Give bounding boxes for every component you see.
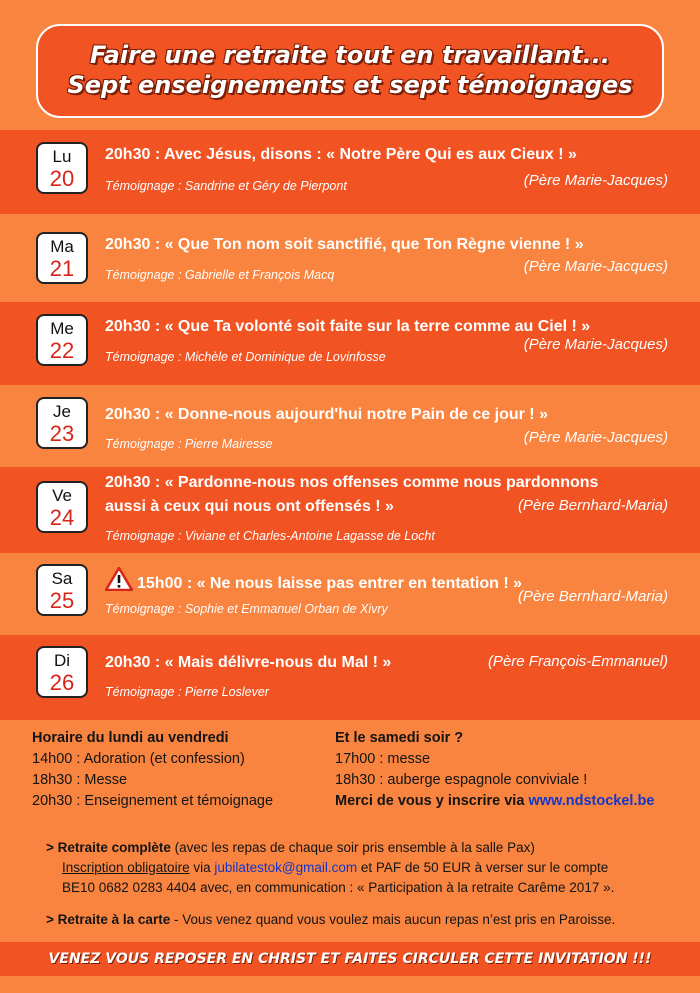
calendar-icon: Je 23 xyxy=(36,397,88,449)
teaching-title: 20h30 : « Pardonne-nous nos offenses comme nous pardonnons xyxy=(105,474,599,491)
calendar-icon: Di 26 xyxy=(36,646,88,698)
testimony: Témoignage : Sandrine et Géry de Pierpont xyxy=(105,179,347,193)
footer-banner: VENEZ VOUS REPOSER EN CHRIST ET FAITES CIRCULER CETTE INVITATION !!! xyxy=(0,942,700,976)
priest-name: (Père Bernhard-Maria) xyxy=(517,497,668,514)
teaching-title: 20h30 : « Que Ton nom soit sanctifié, que Ton Règne vienne ! » xyxy=(105,236,584,253)
calendar-icon: Ve 24 xyxy=(36,481,88,533)
day-row-sunday xyxy=(0,635,700,720)
schedule-line: 18h30 : auberge espagnole conviviale ! xyxy=(335,772,588,788)
inscription-label: Inscription obligatoire xyxy=(62,860,190,875)
teaching-title-row xyxy=(105,567,522,594)
day-row-saturday xyxy=(0,553,700,635)
priest-name: (Père Marie-Jacques) xyxy=(523,429,668,446)
testimony: Témoignage : Michèle et Dominique de Lovinfosse xyxy=(105,350,386,364)
note-account: BE10 0682 0283 4404 avec, en communication : « Participation à la retraite Carême 2017 ». xyxy=(62,880,615,895)
note-carte: > Retraite à la carte - Vous venez quand vous voulez mais aucun repas n’est pris en Paroisse. xyxy=(46,912,616,927)
email-link[interactable]: jubilatestok@gmail.com xyxy=(214,860,358,875)
schedule-line: 17h00 : messe xyxy=(335,751,431,767)
priest-name: (Père François-Emmanuel) xyxy=(487,653,668,670)
teaching-title: 20h30 : Avec Jésus, disons : « Notre Père Qui es aux Cieux ! » xyxy=(105,146,577,163)
day-row-thursday xyxy=(0,385,700,467)
calendar-icon: Me 22 xyxy=(36,314,88,366)
testimony: Témoignage : Sophie et Emmanuel Orban de Xivry xyxy=(105,602,388,616)
testimony: Témoignage : Gabrielle et François Macq xyxy=(105,268,335,282)
day-row-monday xyxy=(0,130,700,214)
note-inscription: Inscription obligatoire via jubilatestok@gmail.com et PAF de 50 EUR à verser sur le compte xyxy=(62,860,609,875)
schedule-weekdays xyxy=(32,728,273,812)
teaching-title: 20h30 : « Mais délivre-nous du Mal ! » xyxy=(105,654,392,671)
schedule-line: 18h30 : Messe xyxy=(32,772,128,788)
schedule-heading: Et le samedi soir ? xyxy=(335,730,464,746)
note-complete: > Retraite complète (avec les repas de chaque soir pris ensemble à la salle Pax) xyxy=(46,840,535,855)
warning-triangle-icon xyxy=(105,567,133,591)
teaching-title: 20h30 : « Que Ta volonté soit faite sur la terre comme au Ciel ! » xyxy=(105,318,591,335)
day-row-wednesday xyxy=(0,302,700,385)
signup-text: Merci de vous y inscrire via xyxy=(335,793,529,809)
calendar-icon: Ma 21 xyxy=(36,232,88,284)
priest-name: (Père Marie-Jacques) xyxy=(523,336,668,353)
teaching-title-line-2: aussi à ceux qui nous ont offensés ! » xyxy=(105,498,394,515)
calendar-icon: Sa 25 xyxy=(36,564,88,616)
testimony: Témoignage : Viviane et Charles-Antoine Lagasse de Locht xyxy=(105,529,435,543)
teaching-title: 15h00 : « Ne nous laisse pas entrer en tentation ! » xyxy=(137,575,523,592)
priest-name: (Père Marie-Jacques) xyxy=(523,258,668,275)
title-line-1: Faire une retraite tout en travaillant... xyxy=(89,41,610,69)
schedule-saturday xyxy=(335,728,654,812)
day-row-friday xyxy=(0,467,700,553)
title-line-2: Sept enseignements et sept témoignages xyxy=(67,71,633,99)
teaching-title: 20h30 : « Donne-nous aujourd'hui notre Pain de ce jour ! » xyxy=(105,406,548,423)
day-row-tuesday xyxy=(0,214,700,302)
website-link[interactable]: www.ndstockel.be xyxy=(528,793,655,809)
priest-name: (Père Marie-Jacques) xyxy=(523,172,668,189)
carte-label: > Retraite à la carte xyxy=(46,912,171,927)
complete-label: > Retraite complète xyxy=(46,840,171,855)
schedule-heading: Horaire du lundi au vendredi xyxy=(32,730,229,746)
priest-name: (Père Bernhard-Maria) xyxy=(517,588,668,605)
page-title xyxy=(36,24,664,118)
schedule-line: 14h00 : Adoration (et confession) xyxy=(32,751,245,767)
testimony: Témoignage : Pierre Loslever xyxy=(105,685,269,699)
testimony: Témoignage : Pierre Mairesse xyxy=(105,437,273,451)
calendar-icon: Lu 20 xyxy=(36,142,88,194)
schedule-line: 20h30 : Enseignement et témoignage xyxy=(32,793,274,809)
